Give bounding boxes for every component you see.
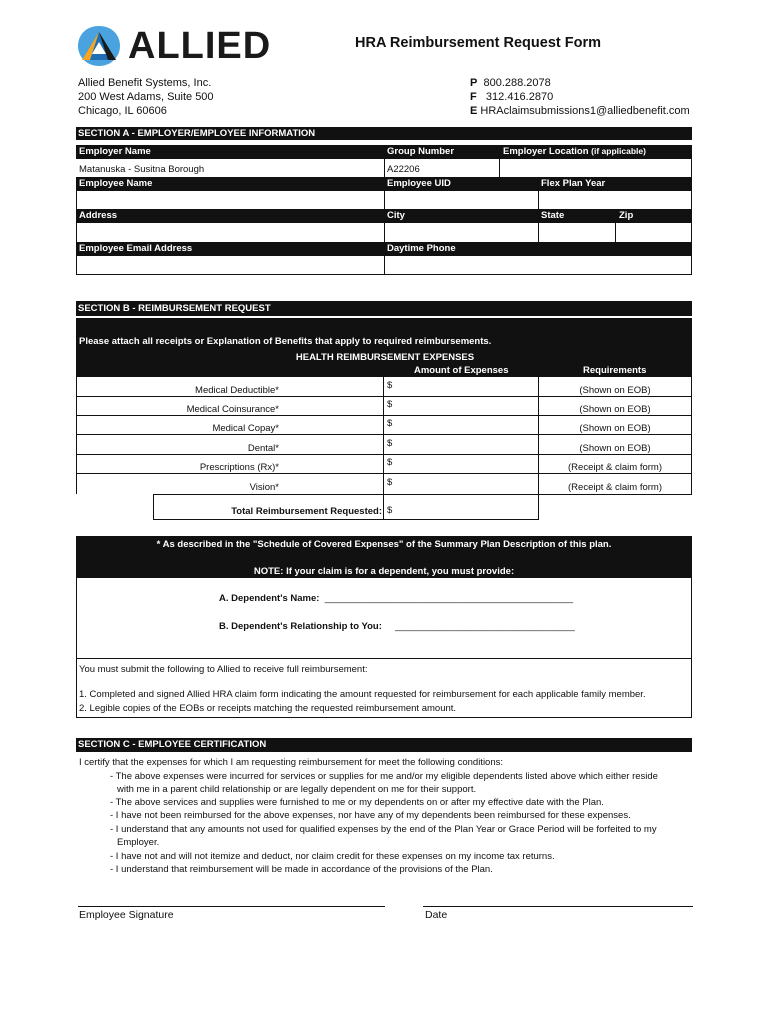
group-number-value[interactable]: A22206 xyxy=(387,164,420,175)
divider xyxy=(153,519,539,520)
divider xyxy=(153,494,692,495)
expense-amount-field[interactable]: $ xyxy=(387,399,393,410)
submit-item-1: 1. Completed and signed Allied HRA claim form indicating the amount requested for reimbursement for each applicable family member. xyxy=(79,689,646,700)
expense-requirement: (Shown on EOB) xyxy=(579,404,651,415)
allied-logo-icon xyxy=(76,24,122,68)
dependent-note: NOTE: If your claim is for a dependent, you must provide: xyxy=(253,566,515,577)
certification-intro: I certify that the expenses for which I am requesting reimbursement for meet the following conditions: xyxy=(79,757,504,768)
address-label: Address xyxy=(79,210,118,221)
zip-label: Zip xyxy=(619,210,634,221)
divider xyxy=(691,159,692,177)
divider xyxy=(383,377,384,520)
expense-requirement: (Shown on EOB) xyxy=(579,443,651,454)
employee-uid-label: Employee UID xyxy=(387,178,451,189)
divider xyxy=(691,377,692,494)
row-divider xyxy=(76,473,692,474)
employee-uid-field[interactable] xyxy=(385,191,537,209)
company-address-2: Chicago, IL 60606 xyxy=(78,105,167,117)
certification-line: - I understand that reimbursement will be made in accordance of the provisions of the Plan. xyxy=(110,864,493,875)
dependent-relationship-row[interactable]: B. Dependent's Relationship to You: __________________________________ xyxy=(219,621,575,632)
certification-line: - The above services and supplies were furnished to me or my dependents on or after my effective date with the Plan. xyxy=(110,797,604,808)
attach-note: Please attach all receipts or Explanation of Benefits that apply to required reimbursements. xyxy=(79,336,492,347)
expense-name: Prescriptions (Rx)* xyxy=(199,462,279,473)
certification-line: Employer. xyxy=(117,837,160,848)
flex-plan-year-field[interactable] xyxy=(539,191,691,209)
company-name: Allied Benefit Systems, Inc. xyxy=(78,77,212,89)
row-divider xyxy=(76,454,692,455)
certification-line: with me in a parent child relationship or are legally dependent on me for their support. xyxy=(117,784,477,795)
certification-line: - The above expenses were incurred for services or supplies for me and/or my eligible dependents listed above which either reside xyxy=(110,771,658,782)
daytime-phone-label: Daytime Phone xyxy=(387,243,456,254)
contact-email: E HRAclaimsubmissions1@alliedbenefit.com xyxy=(470,105,690,117)
divider xyxy=(153,494,154,520)
divider xyxy=(384,159,385,177)
expense-requirement: (Shown on EOB) xyxy=(579,423,651,434)
divider xyxy=(538,223,539,242)
divider xyxy=(691,223,692,242)
expense-amount-field[interactable]: $ xyxy=(387,477,393,488)
employer-location-label: Employer Location (if applicable) xyxy=(503,146,646,157)
submit-intro: You must submit the following to Allied to receive full reimbursement: xyxy=(79,664,368,675)
dependent-name-row[interactable]: A. Dependent's Name: _______________________________________________ xyxy=(219,593,574,604)
expense-requirement: (Receipt & claim form) xyxy=(568,482,662,493)
requirements-header: Requirements xyxy=(583,365,647,376)
section-b-title: SECTION B - REIMBURSEMENT REQUEST xyxy=(76,301,692,316)
expense-name: Medical Copay* xyxy=(212,423,279,434)
contact-phone: P 800.288.2078 xyxy=(470,77,551,89)
section-a-title: SECTION A - EMPLOYER/EMPLOYEE INFORMATION xyxy=(76,127,692,140)
employee-signature-label[interactable]: Employee Signature xyxy=(79,909,174,921)
expense-name: Dental* xyxy=(247,443,279,454)
divider xyxy=(384,191,385,209)
employee-email-label: Employee Email Address xyxy=(79,243,193,254)
expense-amount-field[interactable]: $ xyxy=(387,418,393,429)
state-label: State xyxy=(541,210,565,221)
company-address-1: 200 West Adams, Suite 500 xyxy=(78,91,214,103)
divider xyxy=(615,223,616,242)
certification-line: - I have not and will not itemize and deduct, nor claim credit for these expenses on my income tax returns. xyxy=(110,851,555,862)
divider xyxy=(384,223,385,242)
expense-amount-field[interactable]: $ xyxy=(387,438,393,449)
city-field[interactable] xyxy=(385,223,537,242)
divider xyxy=(691,191,692,209)
expense-name: Medical Coinsurance* xyxy=(186,404,279,415)
expense-amount-field[interactable]: $ xyxy=(387,457,393,468)
signature-line xyxy=(78,906,385,907)
zip-field[interactable] xyxy=(617,223,691,242)
flex-plan-year-label: Flex Plan Year xyxy=(541,178,606,189)
logo xyxy=(76,24,276,68)
certification-line: - I have not been reimbursed for the above expenses, nor have any of my dependents been reimbursed for these expenses. xyxy=(110,810,631,821)
row-divider xyxy=(76,434,692,435)
divider xyxy=(76,377,77,494)
divider xyxy=(76,274,692,275)
employer-name-label: Employer Name xyxy=(79,146,151,157)
amount-header: Amount of Expenses xyxy=(414,365,509,376)
row-divider xyxy=(76,396,692,397)
employee-name-label: Employee Name xyxy=(79,178,153,189)
divider xyxy=(76,191,77,209)
expense-amount-field[interactable]: $ xyxy=(387,380,393,391)
total-label: Total Reimbursement Requested: xyxy=(231,506,382,517)
divider xyxy=(76,223,77,242)
logo-text: ALLIED xyxy=(128,25,272,67)
expense-requirement: (Shown on EOB) xyxy=(579,385,651,396)
employee-name-field[interactable] xyxy=(77,191,383,209)
daytime-phone-field[interactable] xyxy=(385,256,691,274)
contact-fax: F 312.416.2870 xyxy=(470,91,554,103)
divider xyxy=(76,256,77,274)
divider xyxy=(691,256,692,274)
city-label: City xyxy=(387,210,405,221)
divider xyxy=(538,494,539,520)
divider xyxy=(538,377,539,494)
employer-name-value[interactable]: Matanuska - Susitna Borough xyxy=(79,164,205,175)
state-field[interactable] xyxy=(539,223,615,242)
section-a-row3-bar xyxy=(76,209,692,223)
section-c-title: SECTION C - EMPLOYEE CERTIFICATION xyxy=(76,738,692,752)
divider xyxy=(384,256,385,274)
divider xyxy=(76,578,77,658)
total-amount-field[interactable]: $ xyxy=(387,505,393,516)
address-field[interactable] xyxy=(77,223,383,242)
date-line xyxy=(423,906,693,907)
health-header: HEALTH REIMBURSEMENT EXPENSES xyxy=(295,352,475,363)
divider xyxy=(538,191,539,209)
schedule-note: * As described in the "Schedule of Covered Expenses" of the Summary Plan Description of this plan. xyxy=(156,539,612,550)
submit-item-2: 2. Legible copies of the EOBs or receipts matching the requested reimbursement amount. xyxy=(79,703,457,714)
date-label[interactable]: Date xyxy=(425,909,448,921)
expense-requirement: (Receipt & claim form) xyxy=(568,462,662,473)
divider xyxy=(499,159,500,177)
group-number-label: Group Number xyxy=(387,146,455,157)
certification-line: - I understand that any amounts not used for qualified expenses by the end of the Plan Year or Grace Period will be forfeited to my xyxy=(110,824,657,835)
row-divider xyxy=(76,415,692,416)
expense-name: Medical Deductible* xyxy=(195,385,279,396)
expense-name: Vision* xyxy=(249,482,279,493)
form-title: HRA Reimbursement Request Form xyxy=(355,35,602,51)
employee-email-field[interactable] xyxy=(77,256,383,274)
divider xyxy=(691,578,692,658)
